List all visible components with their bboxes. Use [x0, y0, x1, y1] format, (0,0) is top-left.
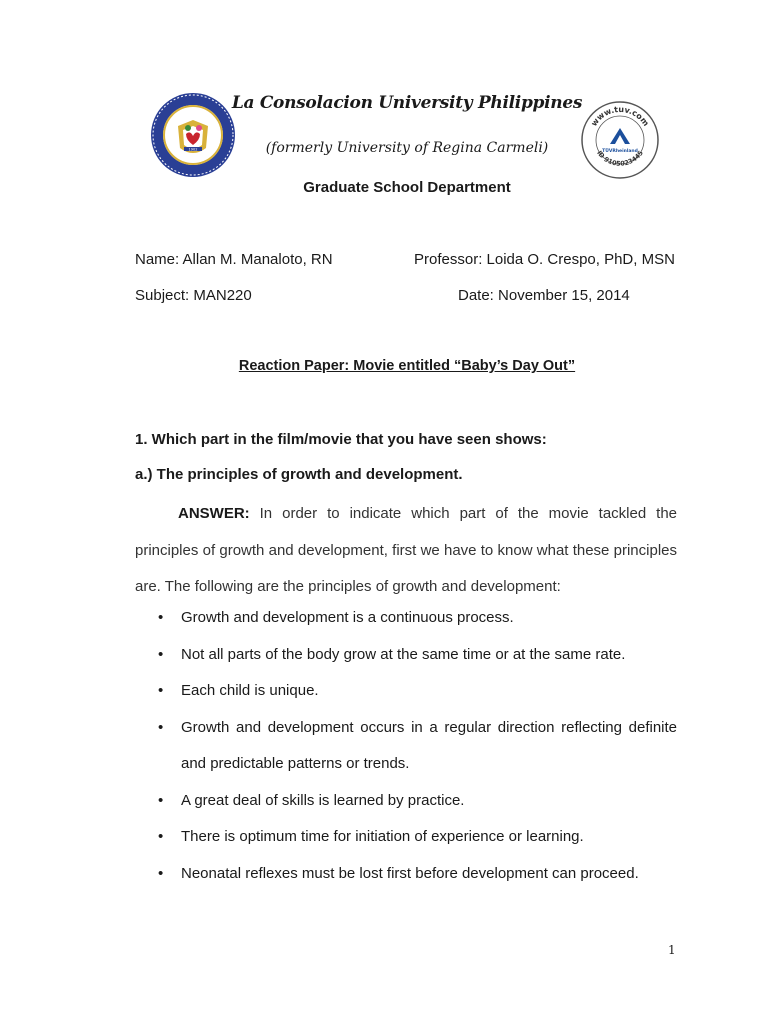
page-number: 1 — [668, 943, 676, 957]
tuv-brand-text: TÜVRheinland — [602, 149, 638, 154]
question-1: 1. Which part in the film/movie that you have seen shows: — [135, 431, 547, 448]
list-item — [135, 783, 677, 820]
list-item — [135, 856, 677, 893]
list-item-text: A great deal of skills is learned by practice. — [181, 791, 465, 809]
answer-paragraph — [135, 496, 677, 606]
list-item — [135, 600, 677, 637]
list-item-text: Not all parts of the body grow at the same time or at the same rate. — [181, 645, 626, 663]
list-item — [135, 637, 677, 674]
bullet-icon: • — [158, 864, 164, 882]
university-name: La Consolacion University Philippines — [231, 93, 583, 113]
tuv-url-text: www.tuv.com — [589, 104, 651, 128]
student-name: Name: Allan M. Manaloto, RN — [135, 251, 333, 268]
paper-title: Reaction Paper: Movie entitled “Baby’s Day Out” — [238, 358, 576, 374]
professor-name: Professor: Loida O. Crespo, PhD, MSN — [414, 251, 675, 268]
list-item-text: Each child is unique. — [181, 682, 319, 699]
list-item — [135, 710, 677, 783]
bullet-icon: • — [158, 791, 164, 809]
question-1a: a.) The principles of growth and development. — [135, 466, 463, 483]
university-former-name: (formerly University of Regina Carmeli) — [265, 140, 549, 156]
list-item — [135, 673, 677, 710]
list-item-text: Neonatal reflexes must be lost first before development can proceed. — [181, 864, 639, 882]
bullet-icon: • — [158, 828, 164, 845]
bullet-icon: • — [158, 682, 164, 699]
list-item — [135, 819, 677, 856]
bullet-icon: • — [158, 718, 164, 736]
svg-text:1902: 1902 — [188, 147, 198, 152]
answer-text: In order to indicate which part of the movie tackled the principles of growth and development, first we have to know what these principles are. The following are the principles of growth and development: — [135, 505, 677, 595]
principles-list — [135, 600, 677, 892]
answer-label: ANSWER: — [178, 505, 250, 522]
list-item-text: There is optimum time for initiation of experience or learning. — [181, 828, 584, 845]
subject: Subject: MAN220 — [135, 287, 252, 304]
bullet-icon: • — [158, 645, 164, 663]
list-item-text: Growth and development occurs in a regular direction reflecting definite and predictable patterns or trends. — [181, 718, 677, 772]
list-item-text: Growth and development is a continuous process. — [181, 609, 514, 626]
tuv-id-text: ID 9105023445 — [595, 149, 645, 168]
department-name: Graduate School Department — [303, 179, 511, 196]
bullet-icon: • — [158, 609, 164, 626]
date: Date: November 15, 2014 — [458, 287, 630, 304]
